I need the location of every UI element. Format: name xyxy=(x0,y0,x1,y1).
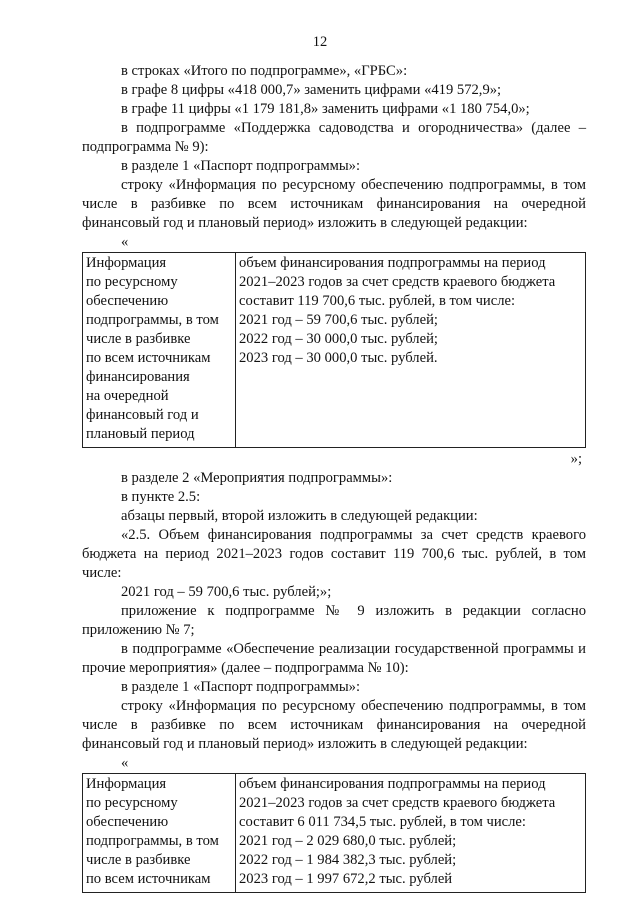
cell-line: 2023 год – 30 000,0 тыс. рублей. xyxy=(239,350,438,366)
text-block-1 xyxy=(82,62,586,893)
cell-line: подпрограммы, в том xyxy=(86,833,219,849)
cell-line: плановый период xyxy=(86,426,195,442)
table-cell-value xyxy=(236,253,586,448)
cell-line: объем финансирования подпрограммы на период xyxy=(239,776,546,792)
table-row xyxy=(83,774,586,893)
paragraph: «2.5. Объем финансирования подпрограммы за счет средств краевого бюджета на период 2021–2023 годов составит 119 700,6 тыс. рублей, в том числе: xyxy=(82,527,586,581)
open-quote: « xyxy=(121,755,129,771)
paragraph: в разделе 1 «Паспорт подпрограммы»: xyxy=(121,158,361,174)
cell-line: 2023 год – 1 997 672,2 тыс. рублей xyxy=(239,871,453,887)
cell-line: по ресурсному xyxy=(86,795,178,811)
cell-line: объем финансирования подпрограммы на период xyxy=(239,255,546,271)
cell-line: составит 119 700,6 тыс. рублей, в том числе: xyxy=(239,293,516,309)
passport-table-1 xyxy=(82,252,586,448)
table-row xyxy=(83,253,586,448)
paragraph: 2021 год – 59 700,6 тыс. рублей;»; xyxy=(121,584,332,600)
closing-mark: »; xyxy=(570,451,582,467)
cell-line: числе в разбивке xyxy=(86,331,191,347)
cell-line: 2021–2023 годов за счет средств краевого бюджета xyxy=(239,795,556,811)
page-number: 12 xyxy=(312,34,328,50)
table-cell-label xyxy=(83,774,236,893)
paragraph: в подпрограмме «Обеспечение реализации государственной программы и прочие мероприятия» (далее – подпрограмма № 10): xyxy=(82,641,586,676)
cell-line: Информация xyxy=(86,255,167,271)
cell-line: обеспечению xyxy=(86,293,169,309)
paragraph: в строках «Итого по подпрограмме», «ГРБС»: xyxy=(121,63,408,79)
cell-line: по всем источникам xyxy=(86,871,211,887)
passport-table-2 xyxy=(82,773,586,893)
cell-line: обеспечению xyxy=(86,814,169,830)
paragraph: в разделе 1 «Паспорт подпрограммы»: xyxy=(121,679,361,695)
cell-line: финансирования xyxy=(86,369,190,385)
cell-line: составит 6 011 734,5 тыс. рублей, в том числе: xyxy=(239,814,526,830)
cell-line: финансовый год и xyxy=(86,407,199,423)
cell-line: 2022 год – 1 984 382,3 тыс. рублей; xyxy=(239,852,457,868)
paragraph: в графе 8 цифры «418 000,7» заменить цифрами «419 572,9»; xyxy=(121,82,502,98)
cell-line: по ресурсному xyxy=(86,274,178,290)
paragraph: в разделе 2 «Мероприятия подпрограммы»: xyxy=(121,470,393,486)
paragraph: строку «Информация по ресурсному обеспечению подпрограммы, в том числе в разбивке по всем источникам финансирования на очередной финансовый год и плановый период» изложить в следующей редакции: xyxy=(82,177,586,231)
cell-line: 2021 год – 2 029 680,0 тыс. рублей; xyxy=(239,833,457,849)
cell-line: 2021–2023 годов за счет средств краевого бюджета xyxy=(239,274,556,290)
cell-line: на очередной xyxy=(86,388,169,404)
paragraph: в подпрограмме «Поддержка садоводства и огородничества» (далее – подпрограмма № 9): xyxy=(82,120,586,155)
table-cell-label xyxy=(83,253,236,448)
cell-line: 2021 год – 59 700,6 тыс. рублей; xyxy=(239,312,438,328)
paragraph: в пункте 2.5: xyxy=(121,489,201,505)
cell-line: Информация xyxy=(86,776,167,792)
cell-line: числе в разбивке xyxy=(86,852,191,868)
paragraph: приложение к подпрограмме № 9 изложить в редакции согласно приложению № 7; xyxy=(82,603,586,638)
table-cell-value xyxy=(236,774,586,893)
paragraph: абзацы первый, второй изложить в следующей редакции: xyxy=(121,508,478,524)
open-quote: « xyxy=(121,234,129,250)
paragraph: в графе 11 цифры «1 179 181,8» заменить цифрами «1 180 754,0»; xyxy=(121,101,530,117)
cell-line: подпрограммы, в том xyxy=(86,312,219,328)
cell-line: 2022 год – 30 000,0 тыс. рублей; xyxy=(239,331,438,347)
paragraph: строку «Информация по ресурсному обеспечению подпрограммы, в том числе в разбивке по всем источникам финансирования на очередной финансовый год и плановый период» изложить в следующей редакции: xyxy=(82,698,586,752)
cell-line: по всем источникам xyxy=(86,350,211,366)
